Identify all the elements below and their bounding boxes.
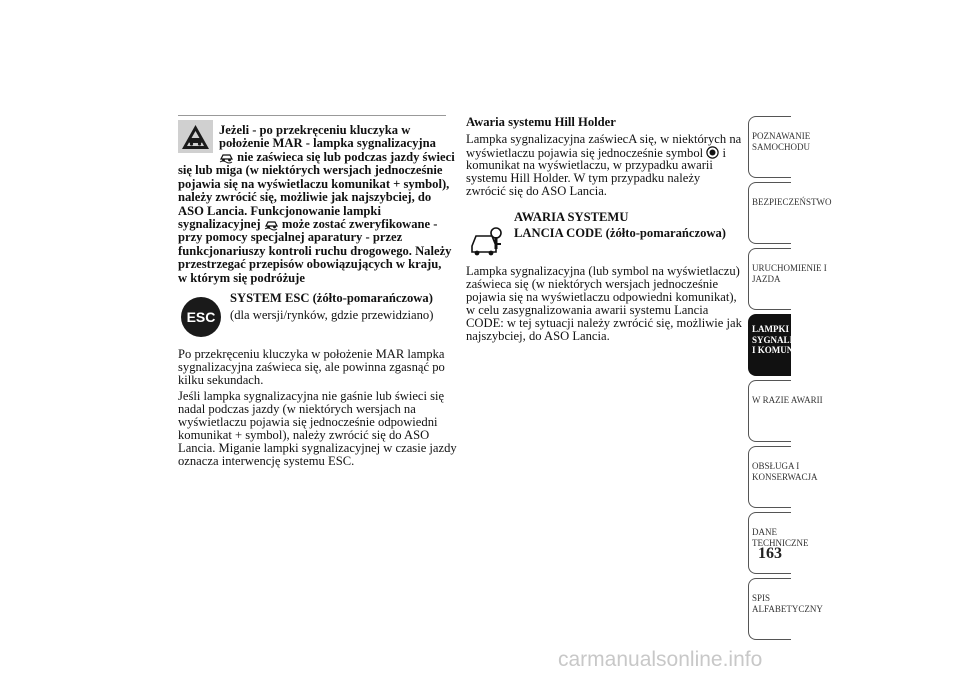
tab-spis-alfabetyczny[interactable]: SPIS ALFABETYCZNY <box>748 578 791 640</box>
tab-dane-techniczne[interactable]: DANE TECHNICZNE <box>748 512 791 574</box>
top-rule <box>178 115 446 116</box>
tab-obsluga-i-konserwacja[interactable]: OBSŁUGA I KONSERWACJA <box>748 446 791 508</box>
warning-line: w którym się podróżuje <box>178 271 305 285</box>
warning-line-text: sygnalizacyjnej <box>178 217 261 231</box>
tab-w-razie-awarii[interactable]: W RAZIE AWARII <box>748 380 791 442</box>
car-sliding-icon <box>219 152 234 163</box>
esc-para2-line: Jeśli lampka sygnalizacyjna nie gaśnie lub świeci się <box>178 389 445 403</box>
warning-line: ASO Lancia. Funkcjonowanie lampki <box>178 204 381 218</box>
esc-para2-line: Lancia. Miganie lampki sygnalizacyjnej w czasie jazdy <box>178 441 457 455</box>
warning-line: przy pomocy specjalnej aparatury - przez <box>178 230 403 244</box>
esc-icon <box>180 296 222 338</box>
hill-holder-line-text: wyświetlaczu pojawia się jednocześnie symbol <box>466 146 704 160</box>
esc-para2-line: komunikat + symbol), należy zwrócić się do ASO <box>178 428 430 442</box>
warning-triangle-icon <box>178 120 213 153</box>
page-number: 163 <box>758 545 782 562</box>
warning-line: pojawia się na wyświetlaczu komunikat + symbol), <box>178 177 450 191</box>
tab-uruchomienie-i-jazda[interactable]: URUCHOMIENIE I JAZDA <box>748 248 791 310</box>
warning-line: się lub miga (w niektórych wersjach jednocześnie <box>178 163 443 177</box>
lancia-code-line: Lampka sygnalizacyjna (lub symbol na wyświetlaczu) <box>466 264 740 278</box>
lancia-code-line: pojawia się na wyświetlaczu odpowiedni komunikat), <box>466 290 737 304</box>
hill-holder-line: systemu Hill Holder. W tym przypadku należy <box>466 171 701 185</box>
hill-holder-line: komunikat na wyświetlaczu, w przypadku awarii <box>466 158 713 172</box>
hill-holder-line: zwrócić się do ASO Lancia. <box>466 184 607 198</box>
tab-lampki-sygnalizacyjne[interactable]: LAMPKI SYGNALIZACYJNE I KOMUNIKATY <box>748 314 791 376</box>
esc-para1-line: sygnalizacyjna zaświeca się, ale powinna zgasnąć po <box>178 360 445 374</box>
lancia-code-title-line1: AWARIA SYSTEMU <box>514 210 629 224</box>
car-key-icon <box>468 222 508 260</box>
car-sliding-icon <box>264 219 279 230</box>
esc-para1-line: Po przekręceniu kluczyka w położenie MAR lampka <box>178 347 445 361</box>
warning-box <box>178 120 213 153</box>
watermark: carmanualsonline.info <box>558 648 763 671</box>
chapter-tabs <box>748 116 836 644</box>
warning-line: należy zwrócić się, możliwie jak najszybciej, do <box>178 190 432 204</box>
lancia-code-line: CODE: w tej sytuacji należy zwrócić się, możliwie jak <box>466 316 742 330</box>
warning-line: położenie MAR - lampka sygnalizacyjna <box>219 136 436 150</box>
warning-line: przestrzegać przepisów obowiązujących w kraju, <box>178 257 442 271</box>
lancia-code-title-line2: LANCIA CODE (żółto-pomarańczowa) <box>514 226 726 240</box>
esc-title: SYSTEM ESC (żółto-pomarańczowa) <box>230 291 433 305</box>
lancia-code-line: w celu zasygnalizowania awarii systemu Lancia <box>466 303 709 317</box>
warning-line: Jeżeli - po przekręceniu kluczyka w <box>219 123 411 137</box>
tab-poznawanie-samochodu[interactable]: POZNAWANIE SAMOCHODU <box>748 116 791 178</box>
esc-para2-line: oznacza interwencję systemu ESC. <box>178 454 355 468</box>
esc-para2-line: nadal podczas jazdy (w niektórych wersjach na <box>178 402 416 416</box>
esc-para2-line: wyświetlaczu pojawia się jednocześnie odpowiedni <box>178 415 438 429</box>
tab-bezpieczenstwo[interactable]: BEZPIECZEŃSTWO <box>748 182 791 244</box>
esc-subtitle: (dla wersji/rynków, gdzie przewidziano) <box>230 308 434 322</box>
lancia-code-line: najszybciej, do ASO Lancia. <box>466 329 610 343</box>
esc-para1-line: kilku sekundach. <box>178 373 264 387</box>
hill-holder-title: Awaria systemu Hill Holder <box>466 115 616 129</box>
hill-holder-line-text: i <box>722 146 726 160</box>
esc-icon-label: ESC <box>186 309 216 325</box>
hill-holder-line: Lampka sygnalizacyjna zaświecA się, w niektórych na <box>466 132 742 146</box>
lancia-code-line: zaświeca się (w niektórych wersjach jednocześnie <box>466 277 719 291</box>
warning-line-text: nie zaświeca się lub podczas jazdy świeci <box>237 150 455 164</box>
warning-line-text: może zostać zweryfikowane - <box>281 217 438 231</box>
warning-line: funkcjonariuszy kontroli ruchu drogowego. Należy <box>178 244 452 258</box>
